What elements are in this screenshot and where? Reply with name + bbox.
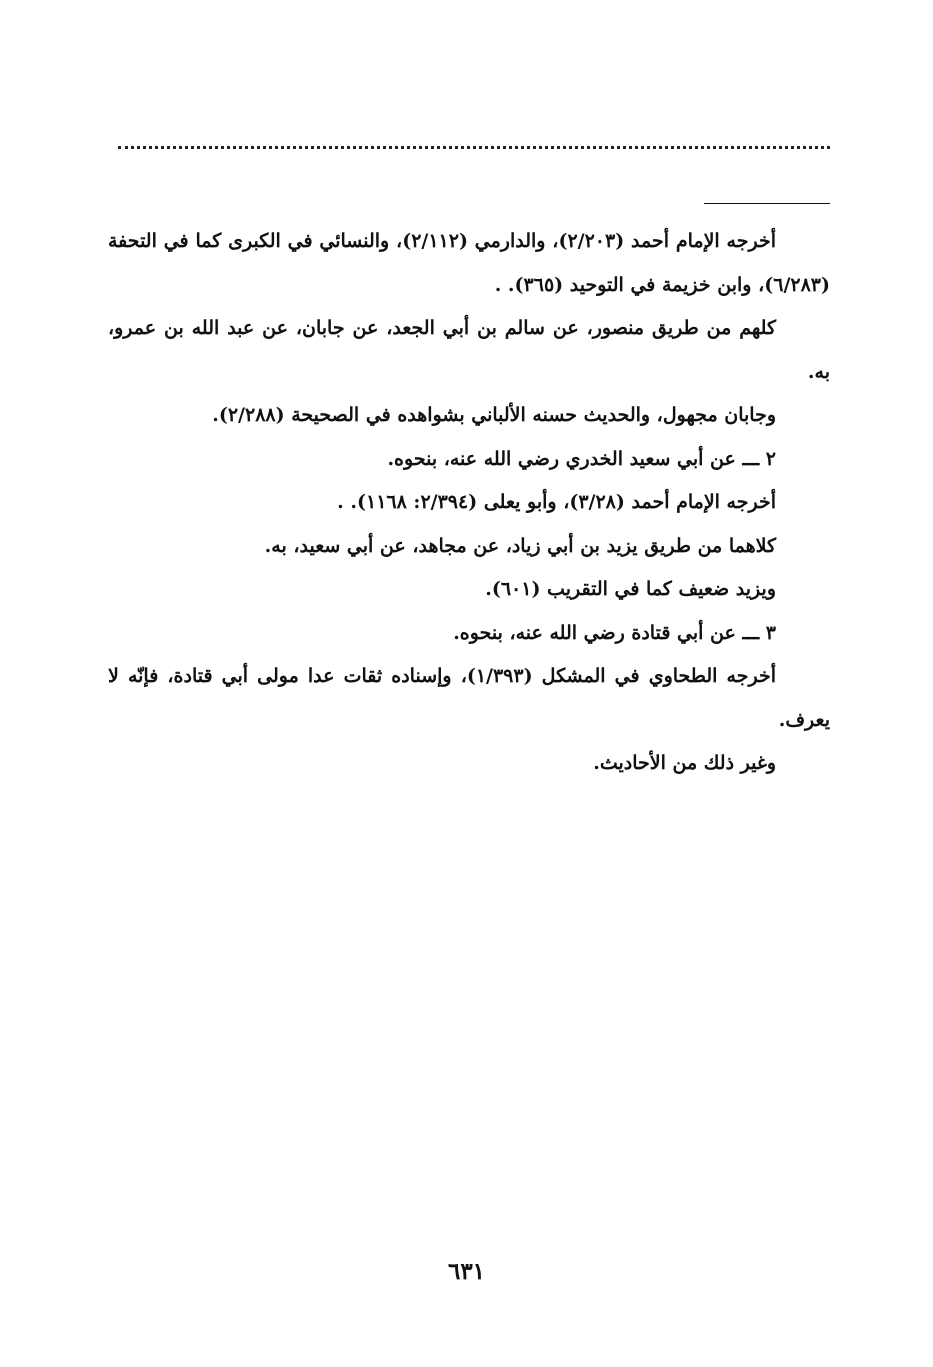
footnote-paragraph: ٢ ـــ عن أبي سعيد الخدري رضي الله عنه، بنحوه. bbox=[387, 447, 776, 470]
footnote-paragraph: أخرجه الإمام أحمد (٣/٢٨)، وأبو يعلى (٢/٣٩٤: ١١٦٨). . bbox=[337, 491, 776, 513]
footnote-paragraph: ٣ ـــ عن أبي قتادة رضي الله عنه، بنحوه. bbox=[453, 621, 776, 644]
footnote-paragraph: كلاهما من طريق يزيد بن أبي زياد، عن مجاهد، عن أبي سعيد، به. bbox=[264, 534, 776, 557]
footnote-paragraph: وجابان مجهول، والحديث حسنه الألباني بشواهده في الصحيحة (٢/٢٨٨). bbox=[212, 404, 776, 426]
footnote-paragraph: ويزيد ضعيف كما في التقريب (٦٠١). bbox=[485, 578, 776, 600]
footnote-paragraph: كلهم من طريق منصور، عن سالم بن أبي الجعد، عن جابان، عن عبد الله بن عمرو، به. bbox=[108, 317, 830, 383]
footnote-separator-line bbox=[704, 203, 830, 204]
page-number: ٦٣١ bbox=[447, 1258, 486, 1285]
footnote-paragraph: أخرجه الإمام أحمد (٢/٢٠٣)، والدارمي (٢/١١٢)، والنسائي في الكبرى كما في التحفة (٦/٢٨٣)، وابن خزيمة في التوحيد (٣٦٥). . bbox=[108, 230, 830, 296]
footnote-paragraph: أخرجه الطحاوي في المشكل (١/٣٩٣)، وإسناده ثقات عدا مولى أبي قتادة، فإنّه لا يعرف. bbox=[108, 665, 830, 731]
footnote-paragraph: وغير ذلك من الأحاديث. bbox=[593, 752, 776, 774]
footnotes-section bbox=[108, 220, 830, 786]
dotted-separator bbox=[118, 146, 830, 149]
